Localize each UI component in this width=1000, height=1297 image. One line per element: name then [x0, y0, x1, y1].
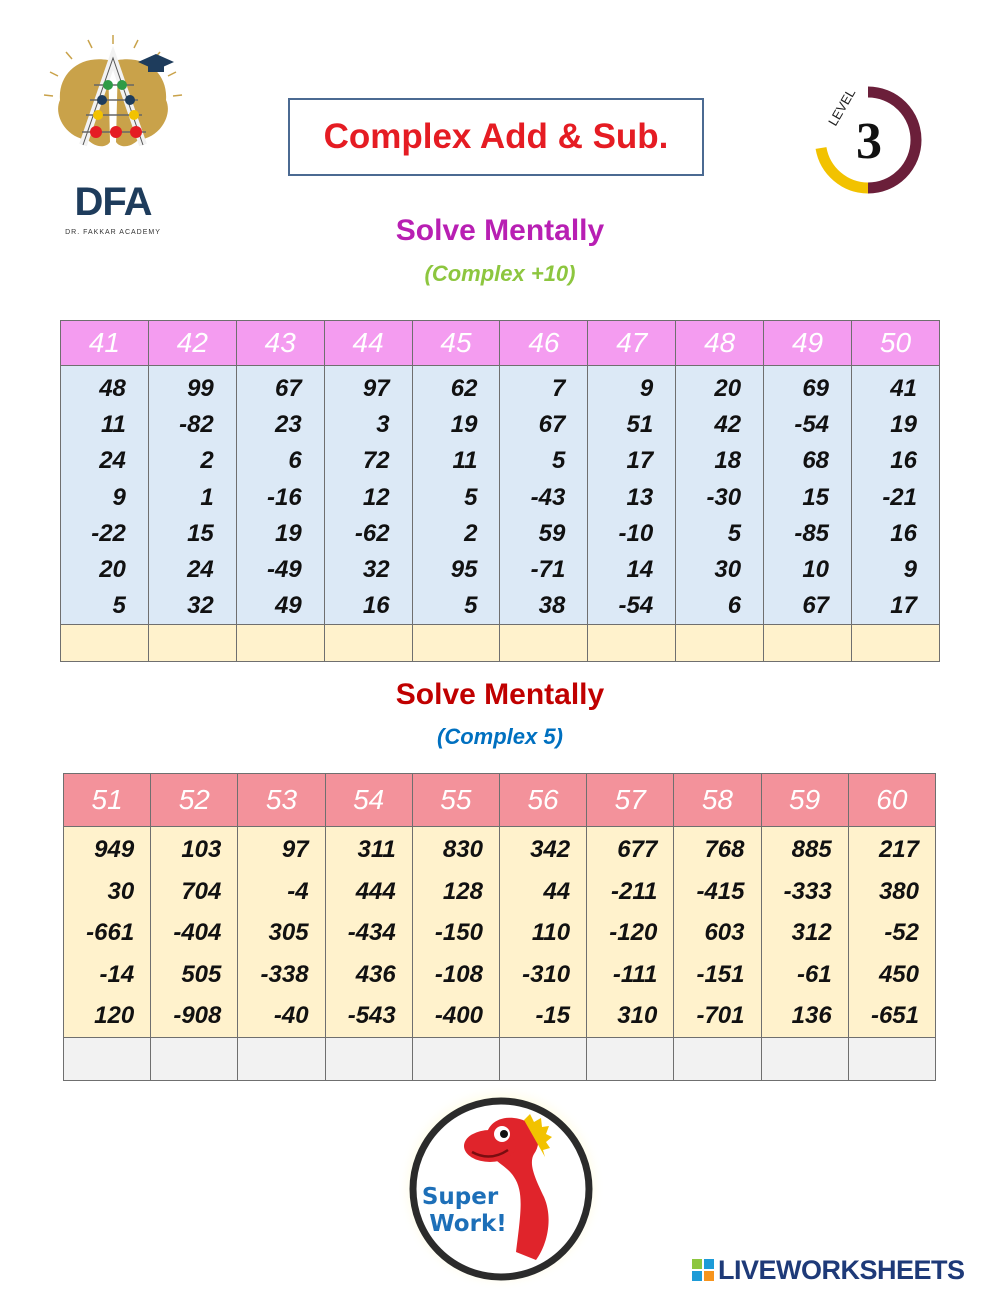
liveworksheets-logo-icon	[692, 1259, 714, 1281]
problem-value: 11	[452, 447, 478, 475]
worksheet-title-box	[288, 98, 704, 176]
problem-number-54: 54	[325, 774, 412, 827]
logo-subtitle: DR. FAKKAR ACADEMY	[65, 229, 161, 236]
answer-box-49[interactable]	[764, 625, 852, 662]
answer-box-41[interactable]	[61, 625, 149, 662]
section1-subtitle: (Complex +10)	[424, 261, 576, 286]
problem-value: -4	[287, 877, 309, 905]
answer-box-46[interactable]	[500, 625, 588, 662]
problem-column-56	[499, 827, 586, 1038]
problem-value: 38	[538, 592, 566, 620]
problem-value: -211	[611, 877, 658, 905]
problem-value: 15	[802, 483, 830, 511]
problem-column-51	[64, 827, 151, 1038]
problem-value: -10	[618, 519, 654, 547]
answer-box-59[interactable]	[761, 1037, 848, 1080]
problem-number-46: 46	[500, 321, 588, 366]
problem-number-49: 49	[764, 321, 852, 366]
section2-title: Solve Mentally	[395, 678, 605, 711]
answer-box-56[interactable]	[499, 1037, 586, 1080]
problem-value: 18	[714, 447, 742, 475]
answer-box-47[interactable]	[588, 625, 676, 662]
problem-value: 95	[450, 555, 478, 583]
level-ring-icon	[812, 84, 924, 196]
problem-number-57: 57	[587, 774, 674, 827]
problem-value: 949	[94, 836, 135, 863]
problem-value: -108	[434, 960, 483, 988]
problem-value: 16	[890, 447, 917, 475]
problem-value: 24	[99, 447, 126, 475]
problem-value: -111	[612, 960, 658, 988]
problem-value: 32	[187, 592, 214, 620]
problem-number-45: 45	[412, 321, 500, 366]
problem-value: -52	[884, 919, 919, 946]
problem-value: -338	[260, 960, 309, 988]
problem-value: -543	[347, 1002, 396, 1029]
answer-box-54[interactable]	[325, 1037, 412, 1080]
problem-value: 311	[357, 836, 396, 863]
problem-value: 5	[112, 592, 126, 620]
problem-value: 15	[187, 519, 214, 547]
problem-value: 342	[530, 836, 571, 863]
problem-value: 42	[714, 411, 742, 439]
problem-value: 10	[802, 555, 830, 583]
section2-subtitle: (Complex 5)	[437, 724, 563, 749]
problem-value: 1	[200, 483, 214, 511]
problem-value: -434	[347, 919, 396, 946]
problem-value: 9	[639, 375, 654, 402]
problem-value: -43	[530, 483, 566, 511]
problem-value: 450	[878, 960, 919, 988]
problem-column-59	[761, 827, 848, 1038]
problem-value: -49	[266, 555, 302, 583]
problem-column-45	[412, 366, 500, 625]
problems-table-2	[63, 773, 936, 1081]
problem-value: 3	[376, 411, 390, 439]
answer-box-51[interactable]	[64, 1037, 151, 1080]
problem-value: 23	[274, 411, 302, 439]
answer-box-57[interactable]	[587, 1037, 674, 1080]
problem-value: 67	[274, 375, 302, 402]
problem-value: 603	[704, 919, 745, 946]
problem-number-53: 53	[238, 774, 325, 827]
problem-value: -310	[522, 960, 571, 988]
problem-value: 120	[94, 1002, 135, 1029]
answer-box-52[interactable]	[151, 1037, 238, 1080]
problem-number-51: 51	[64, 774, 151, 827]
problem-value: 9	[903, 555, 917, 583]
problem-value: 310	[617, 1002, 658, 1029]
problem-column-50	[852, 366, 940, 625]
problem-value: 17	[626, 447, 654, 475]
problem-column-48	[676, 366, 764, 625]
problem-value: 103	[181, 836, 222, 863]
problem-column-41	[61, 366, 149, 625]
answer-box-50[interactable]	[852, 625, 940, 662]
sticker-line2: Work!	[429, 1211, 507, 1237]
dinosaur-sticker-icon	[396, 1082, 606, 1292]
problem-column-58	[674, 827, 761, 1038]
problem-value: -150	[434, 919, 483, 946]
answer-box-58[interactable]	[674, 1037, 761, 1080]
answer-box-55[interactable]	[412, 1037, 499, 1080]
problem-value: 5	[727, 519, 742, 547]
answer-box-44[interactable]	[324, 625, 412, 662]
problem-column-42	[148, 366, 236, 625]
problem-value: 305	[268, 919, 309, 946]
problem-value: 51	[626, 411, 654, 439]
problem-value: 30	[714, 555, 742, 583]
problem-value: -62	[354, 519, 390, 547]
liveworksheets-footer	[692, 1255, 992, 1285]
problem-value: -651	[870, 1002, 919, 1029]
problem-value: -415	[696, 877, 745, 905]
problem-value: -15	[535, 1002, 571, 1029]
problem-value: 2	[464, 519, 478, 547]
problem-value: -120	[609, 919, 658, 946]
problem-value: 68	[802, 447, 830, 475]
problem-number-44: 44	[324, 321, 412, 366]
level-label: LEVEL	[825, 85, 859, 129]
problem-value: 20	[99, 555, 126, 583]
problem-value: -71	[530, 555, 566, 583]
answer-box-53[interactable]	[238, 1037, 325, 1080]
problem-value: 20	[714, 375, 742, 402]
problem-value: 72	[362, 447, 390, 475]
problem-value: -333	[783, 877, 832, 905]
problem-value: 436	[355, 960, 396, 988]
problem-value: -61	[797, 960, 832, 988]
problem-value: 11	[100, 411, 126, 439]
problem-value: -54	[794, 411, 830, 439]
problem-column-49	[764, 366, 852, 625]
section1-title: Solve Mentally	[395, 214, 605, 247]
problem-value: 49	[274, 592, 302, 620]
problem-value: 16	[362, 592, 390, 620]
problem-column-43	[236, 366, 324, 625]
problem-value: 217	[878, 836, 919, 863]
problem-value: 768	[704, 836, 745, 863]
problem-value: 99	[187, 375, 214, 402]
problem-value: 677	[617, 836, 658, 863]
problem-value: 312	[791, 919, 832, 946]
problem-value: -85	[794, 519, 830, 547]
problem-column-52	[151, 827, 238, 1038]
problem-value: 62	[450, 375, 478, 402]
answer-box-43[interactable]	[236, 625, 324, 662]
problem-value: -701	[696, 1002, 745, 1029]
problem-value: 19	[450, 411, 478, 439]
answer-box-45[interactable]	[412, 625, 500, 662]
problem-value: 14	[626, 555, 654, 583]
problem-value: 380	[878, 877, 919, 905]
problem-value: 444	[355, 877, 396, 905]
problem-number-42: 42	[148, 321, 236, 366]
problem-column-55	[412, 827, 499, 1038]
problem-value: -54	[618, 592, 654, 620]
problem-column-47	[588, 366, 676, 625]
problem-value: -661	[86, 919, 135, 946]
problem-value: 97	[362, 375, 390, 402]
answer-box-48[interactable]	[676, 625, 764, 662]
problem-value: 128	[442, 877, 483, 905]
problem-value: 59	[538, 519, 566, 547]
problem-number-50: 50	[852, 321, 940, 366]
problem-value: 67	[538, 411, 566, 439]
problem-value: 41	[890, 375, 917, 402]
problem-value: 24	[187, 555, 214, 583]
logo-wordmark: DFA	[74, 180, 152, 224]
problem-value: -30	[706, 483, 742, 511]
problem-value: -400	[434, 1002, 483, 1029]
problem-value: 19	[890, 411, 917, 439]
problem-value: 17	[890, 592, 917, 620]
problems-table-1	[60, 320, 940, 662]
problem-value: 44	[543, 877, 571, 905]
problem-number-48: 48	[676, 321, 764, 366]
problem-number-60: 60	[848, 774, 935, 827]
problem-number-52: 52	[151, 774, 238, 827]
problem-number-59: 59	[761, 774, 848, 827]
problem-value: 12	[362, 483, 390, 511]
liveworksheets-brand: LIVEWORKSHEETS	[718, 1254, 965, 1285]
problem-number-47: 47	[588, 321, 676, 366]
problem-value: 9	[112, 483, 126, 511]
problem-value: -14	[99, 960, 135, 988]
problem-value: -40	[273, 1002, 309, 1029]
problem-value: 48	[99, 375, 126, 402]
problem-value: 885	[791, 836, 832, 863]
problem-column-54	[325, 827, 412, 1038]
problem-value: -21	[882, 483, 917, 511]
problem-value: 6	[727, 592, 742, 620]
problem-column-60	[848, 827, 935, 1038]
abacus-brain-icon	[38, 30, 188, 180]
problem-value: 136	[791, 1002, 832, 1029]
problem-value: 5	[551, 447, 566, 475]
problem-value: -22	[91, 519, 126, 547]
problem-value: 5	[464, 592, 478, 620]
level-badge	[812, 84, 924, 196]
problem-value: -82	[179, 411, 214, 439]
problem-number-43: 43	[236, 321, 324, 366]
problem-value: 6	[288, 447, 302, 475]
problem-value: 505	[181, 960, 222, 988]
problem-value: 5	[464, 483, 478, 511]
problem-value: 30	[107, 877, 135, 905]
problem-value: -404	[173, 919, 222, 946]
worksheet-title: Complex Add & Sub.	[323, 117, 669, 156]
academy-logo	[38, 30, 188, 236]
problem-number-56: 56	[499, 774, 586, 827]
problem-value: 97	[281, 836, 309, 863]
problem-column-44	[324, 366, 412, 625]
problem-value: 110	[531, 919, 571, 946]
problem-column-57	[587, 827, 674, 1038]
level-number: 3	[856, 113, 882, 170]
problem-number-55: 55	[412, 774, 499, 827]
problem-number-41: 41	[61, 321, 149, 366]
problem-value: 13	[626, 483, 654, 511]
problem-column-53	[238, 827, 325, 1038]
answer-box-60[interactable]	[848, 1037, 935, 1080]
answer-box-42[interactable]	[148, 625, 236, 662]
problem-column-46	[500, 366, 588, 625]
super-work-sticker	[396, 1082, 606, 1292]
problem-value: 67	[802, 592, 830, 620]
problem-value: 69	[802, 375, 830, 402]
problem-value: 7	[551, 375, 566, 402]
problem-value: 16	[890, 519, 917, 547]
problem-value: -151	[696, 960, 745, 988]
problem-value: 830	[442, 836, 483, 863]
sticker-line1: Super	[421, 1184, 499, 1210]
problem-value: 32	[362, 555, 390, 583]
problem-value: 19	[274, 519, 302, 547]
problem-value: 704	[181, 877, 222, 905]
problem-value: -16	[266, 483, 302, 511]
problem-number-58: 58	[674, 774, 761, 827]
problem-value: 2	[200, 447, 214, 475]
problem-value: -908	[173, 1002, 222, 1029]
